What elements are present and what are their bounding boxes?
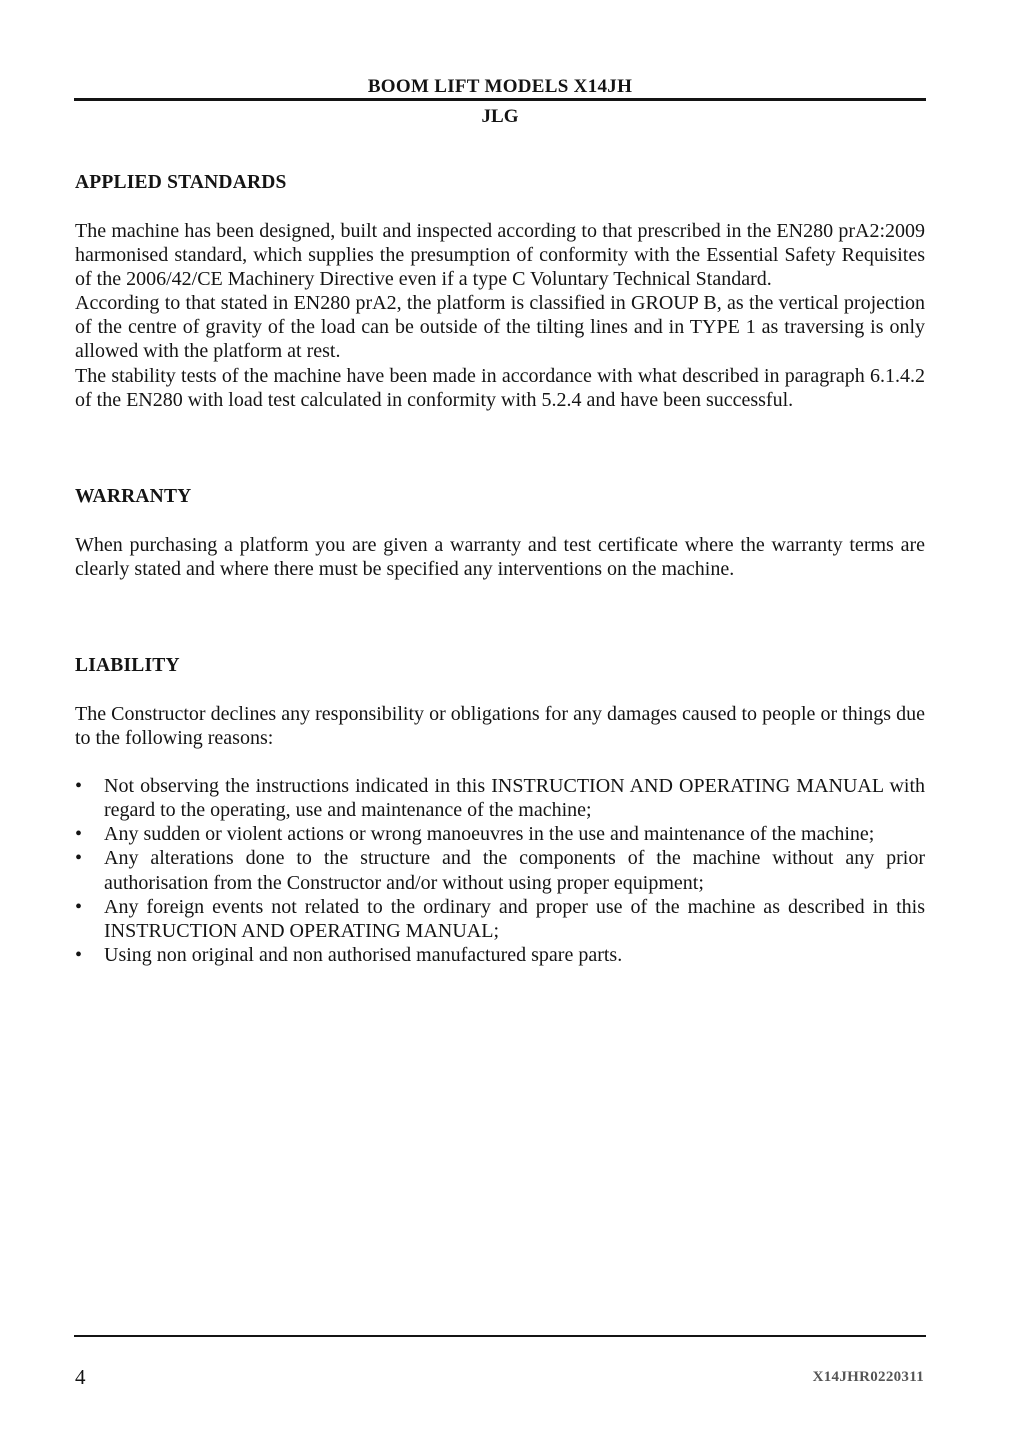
list-item [75, 846, 925, 894]
document-title: BOOM LIFT MODELS X14JH [367, 76, 633, 97]
list-item [75, 943, 925, 967]
page-content [75, 171, 925, 967]
list-item-text: Any alterations done to the structure and the components of the machine without any prior authorisation from the Constructor and/or without using proper equipment; [104, 847, 925, 894]
liability-intro: The Constructor declines any responsibility or obligations for any damages caused to people or things due to the following reasons: [75, 702, 925, 750]
standards-heading: APPLIED STANDARDS [75, 172, 287, 193]
standards-paragraph-1: The machine has been designed, built and inspected according to that prescribed in the EN280 prA2:2009 harmonised standard, which supplies the presumption of conformity with the Essential Safety Requisites of the 2006/42/CE Machinery Directive even if a type C Voluntary Technical Standard. [75, 220, 925, 291]
bullet-icon: • [75, 775, 83, 798]
liability-reasons-list [75, 774, 925, 967]
standards-paragraph-3: The stability tests of the machine have been made in accordance with what described in paragraph 6.1.4.2 of the EN280 with load test calculated in conformity with 5.2.4 and have been successful. [75, 364, 925, 411]
page-number: 4 [75, 1365, 86, 1389]
bullet-icon: • [75, 895, 83, 918]
brand-name: JLG [481, 106, 519, 127]
page-header [74, 76, 926, 128]
list-item [75, 895, 925, 943]
warranty-paragraph: When purchasing a platform you are given a warranty and test certificate where the warranty terms are clearly stated and where there must be specified any interventions on the machine. [75, 533, 925, 580]
standards-paragraph-2: According to that stated in EN280 prA2, the platform is classified in GROUP B, as the vertical projection of the centre of gravity of the load can be outside of the tilting lines and in TYPE 1 as traversing is only allowed with the platform at rest. [75, 292, 925, 363]
list-item-text: Using non original and non authorised manufactured spare parts. [104, 943, 623, 966]
list-item-text: Not observing the instructions indicated in this INSTRUCTION AND OPERATING MANUAL with regard to the operating, use and maintenance of the machine; [104, 775, 925, 822]
bullet-icon: • [75, 847, 83, 870]
warranty-heading: WARRANTY [75, 485, 192, 507]
list-item-text: Any sudden or violent actions or wrong manoeuvres in the use and maintenance of the machine; [104, 823, 875, 846]
bullet-icon: • [75, 823, 83, 846]
liability-heading: LIABILITY [75, 654, 180, 676]
bullet-icon: • [75, 943, 83, 966]
list-item [75, 774, 925, 822]
header-rule [74, 98, 926, 101]
list-item-text: Any foreign events not related to the ordinary and proper use of the machine as described in this INSTRUCTION AND OPERATING MANUAL; [104, 895, 925, 942]
list-item [75, 822, 925, 846]
footer-rule [74, 1335, 926, 1337]
document-code: X14JHR0220311 [812, 1369, 924, 1385]
page-footer [74, 1335, 926, 1389]
